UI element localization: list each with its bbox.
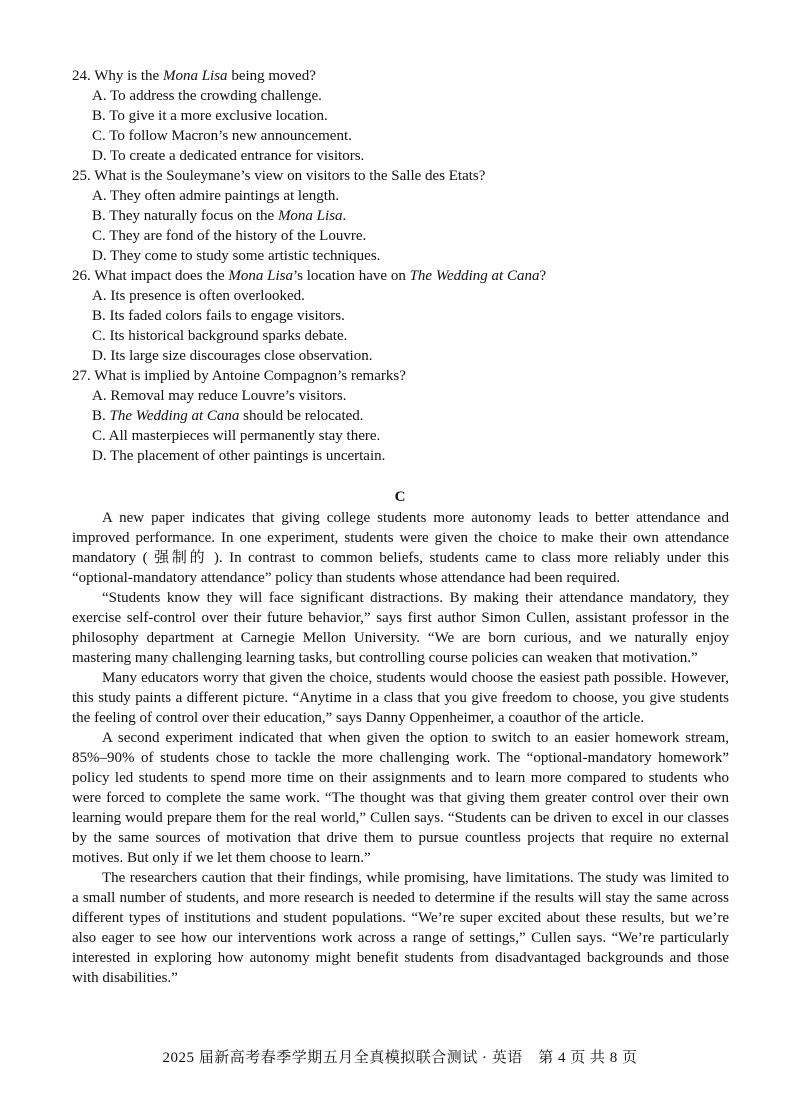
question-stem: 26. What impact does the Mona Lisa’s location have on The Wedding at Cana? [72,268,547,284]
reading-passage [72,508,729,988]
option-b: B. Its faded colors fails to engage visitors. [92,308,345,324]
option-a: A. Removal may reduce Louvre’s visitors. [92,388,347,404]
question-27 [72,366,732,466]
option-b: B. They naturally focus on the Mona Lisa. [92,208,347,224]
option-d: D. They come to study some artistic techniques. [92,248,381,264]
option-b: B. The Wedding at Cana should be relocated. [92,408,364,424]
option-a: A. Its presence is often overlooked. [92,288,305,304]
question-stem: 27. What is implied by Antoine Compagnon’s remarks? [72,368,406,384]
passage-paragraph: A new paper indicates that giving college students more autonomy leads to better attendance and improved performance. In one experiment, students were given the choice to make their own attendance mandatory ( 强制的 ). In contrast to common beliefs, students came to class more reliably under this “optional-mandatory attendance” policy than students whose attendance had been required. [72,510,729,586]
question-stem: 24. Why is the Mona Lisa being moved? [72,68,316,84]
option-c: C. All masterpieces will permanently stay there. [92,428,381,444]
option-c: C. Its historical background sparks debate. [92,328,348,344]
question-list [72,66,732,466]
passage-paragraph: “Students know they will face significant distractions. By making their attendance mandatory, they exercise self-control over their future behavior,” says first author Simon Cullen, assistant professor in the philosophy department at Carnegie Mellon University. “We are born curious, and we naturally enjoy mastering many challenging learning tasks, but controlling course policies can weaken that motivation.” [72,590,729,666]
option-c: C. They are fond of the history of the Louvre. [92,228,367,244]
option-d: D. Its large size discourages close observation. [92,348,373,364]
passage-paragraph: Many educators worry that given the choice, students would choose the easiest path possible. However, this study paints a different picture. “Anytime in a class that you give freedom to choose, you give students the feeling of control over their education,” says Danny Oppenheimer, a coauthor of the article. [72,670,729,726]
option-d: D. To create a dedicated entrance for visitors. [92,148,365,164]
passage-paragraph: The researchers caution that their findings, while promising, have limitations. The study was limited to a small number of students, and more research is needed to determine if the results will stay the same across different types of institutions and student populations. “We’re super excited about these results, but we’re also eager to see how our interventions work across a range of settings,” Cullen says. “We’re particularly interested in exploring how autonomy might benefit students from disadvantaged backgrounds and those with disabilities.” [72,870,729,986]
option-a: A. They often admire paintings at length. [92,188,340,204]
passage-paragraph: A second experiment indicated that when given the option to switch to an easier homework stream, 85%–90% of students chose to tackle the more challenging work. The “optional-mandatory homework” policy led students to spend more time on their assignments and to learn more compared to students who were forced to complete the same work. “The thought was that giving them greater control over their own learning would prepare them for the real world,” Cullen says. “Students can be driven to excel in our classes by the same sources of motivation that drive them to pursue countless projects that require no external motives. But only if we let them choose to learn.” [72,730,729,866]
question-25 [72,166,732,266]
option-a: A. To address the crowding challenge. [92,88,322,104]
option-c: C. To follow Macron’s new announcement. [92,128,352,144]
option-b: B. To give it a more exclusive location. [92,108,328,124]
page-footer: 2025 届新高考春季学期五月全真模拟联合测试 · 英语 第 4 页 共 8 页 [162,1050,638,1066]
question-stem: 25. What is the Souleymane’s view on visitors to the Salle des Etats? [72,168,486,184]
option-d: D. The placement of other paintings is uncertain. [92,448,386,464]
question-24 [72,66,732,166]
question-26 [72,266,732,366]
section-label: C [394,489,406,505]
